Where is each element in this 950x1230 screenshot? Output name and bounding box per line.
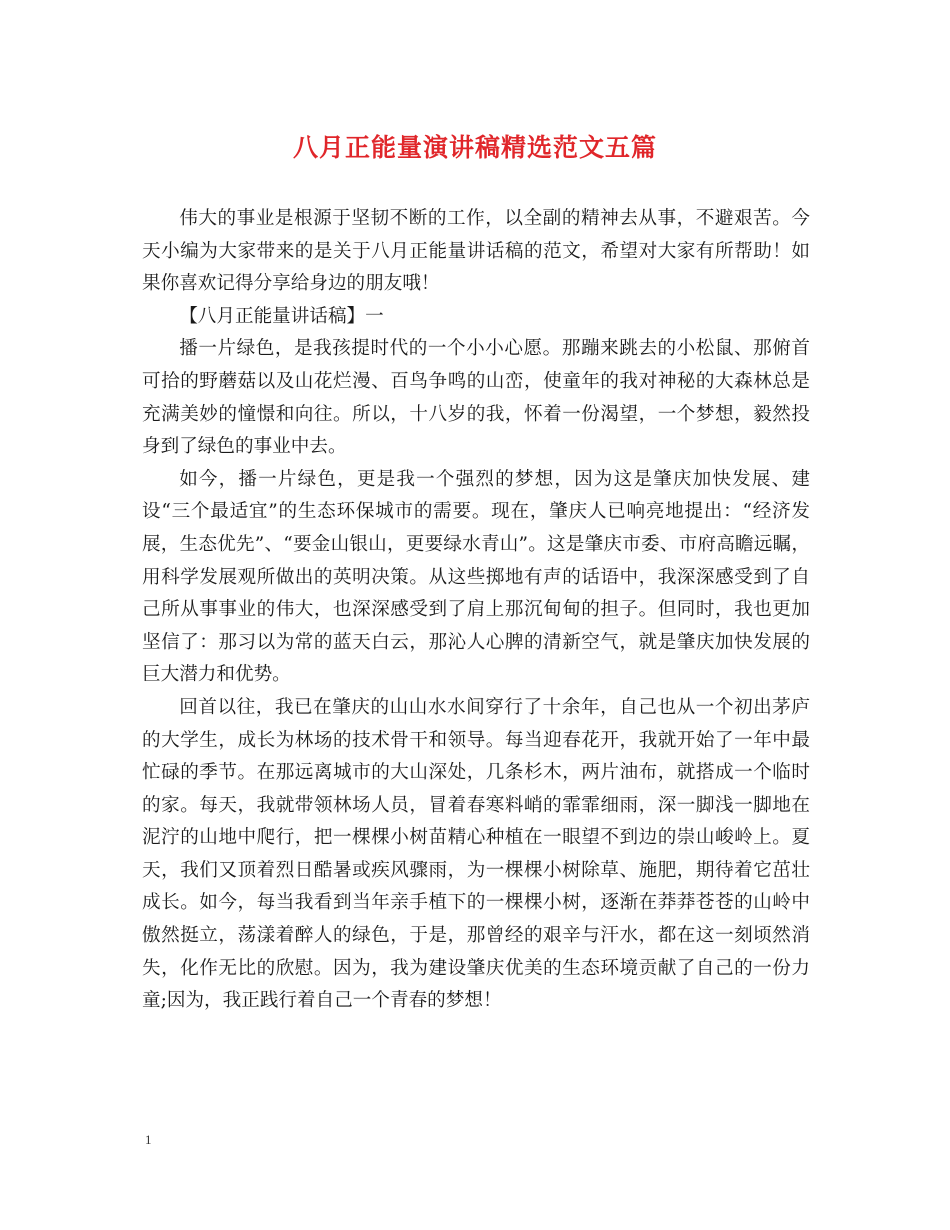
body-paragraph: 如今，播一片绿色，更是我一个强烈的梦想，因为这是肇庆加快发展、建设“三个最适宜”的生态环保城市的需要。现在，肇庆人已响亮地提出：“经济发展，生态优先”、“要金山银山，更要绿水青山”。这是肇庆市委、市府高瞻远瞩，用科学发展观所做出的英明决策。从这些掷地有声的话语中，我深深感受到了自己所从事事业的伟大，也深深感受到了肩上那沉甸甸的担子。但同时，我也更加坚信了：那习以为常的蓝天白云，那沁人心脾的清新空气，就是肇庆加快发展的巨大潜力和优势。 — [142, 468, 810, 686]
section-heading: 【八月正能量讲话稿】一 — [179, 305, 384, 327]
document-title: 八月正能量演讲稿精选范文五篇 — [292, 133, 657, 162]
body-paragraph: 回首以往，我已在肇庆的山山水水间穿行了十余年，自己也从一个初出茅庐的大学生，成长为林场的技术骨干和领导。每当迎春花开，我就开始了一年中最忙碌的季节。在那远离城市的大山深处，几条杉木，两片油布，就搭成一个临时的家。每天，我就带领林场人员，冒着春寒料峭的霏霏细雨，深一脚浅一脚地在泥泞的山地中爬行，把一棵棵小树苗精心种植在一眼望不到边的崇山峻岭上。夏天，我们又顶着烈日酷暑或疾风骤雨，为一棵棵小树除草、施肥，期待着它茁壮成长。如今，每当我看到当年亲手植下的一棵棵小树，逐渐在莽莽苍苍的山岭中傲然挺立，荡漾着醉人的绿色，于是，那曾经的艰辛与汗水，都在这一刻顷然消失，化作无比的欣慰。因为，我为建设肇庆优美的生态环境贡献了自己的一份力童;因为，我正践行着自己一个青春的梦想！ — [142, 696, 810, 1012]
document-body — [142, 203, 810, 1018]
body-paragraph: 播一片绿色，是我孩提时代的一个小小心愿。那蹦来跳去的小松鼠、那俯首可拾的野蘑菇以及山花烂漫、百鸟争鸣的山峦，使童年的我对神秘的大森林总是充满美妙的憧憬和向往。所以，十八岁的我，怀着一份渴望，一个梦想，毅然投身到了绿色的事业中去。 — [142, 338, 810, 458]
intro-paragraph: 伟大的事业是根源于坚韧不断的工作，以全副的精神去从事，不避艰苦。今天小编为大家带来的是关于八月正能量讲话稿的范文，希望对大家有所帮助！如果你喜欢记得分享给身边的朋友哦！ — [142, 208, 810, 295]
page-number: 1 — [145, 1132, 152, 1147]
